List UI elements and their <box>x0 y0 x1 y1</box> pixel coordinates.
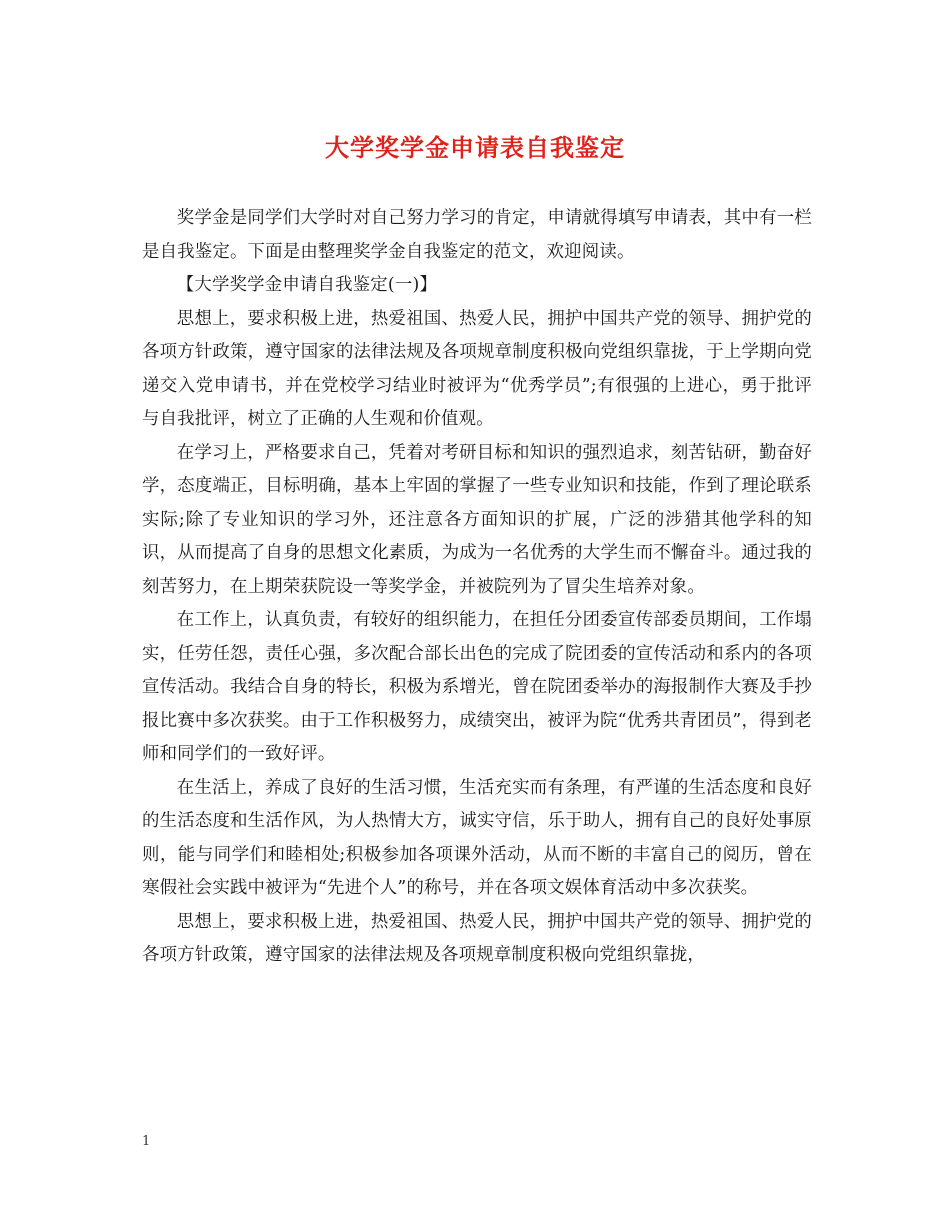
paragraph-intro: 奖学金是同学们大学时对自己努力学习的肯定，申请就得填写申请表，其中有一栏是自我鉴定。下面是由整理奖学金自我鉴定的范文，欢迎阅读。 <box>142 208 812 262</box>
paragraph-ideology: 思想上，要求积极上进，热爱祖国、热爱人民，拥护中国共产党的领导、拥护党的各项方针政策，遵守国家的法律法规及各项规章制度积极向党组织靠拢，于上学期向党递交入党申请书，并在党校学习结业时被评为“优秀学员”;有很强的上进心，勇于批评与自我批评，树立了正确的人生观和价值观。 <box>142 308 812 429</box>
page-number: 1 <box>142 1134 151 1149</box>
section-heading: 【大学奖学金申请自我鉴定(一)】 <box>176 275 438 295</box>
paragraph-life: 在生活上，养成了良好的生活习惯，生活充实而有条理，有严谨的生活态度和良好的生活态度和生活作风，为人热情大方，诚实守信，乐于助人，拥有自己的良好处事原则，能与同学们和睦相处;积极参加各项课外活动，从而不断的丰富自己的阅历，曾在寒假社会实践中被评为“先进个人”的称号，并在各项文娱体育活动中多次获奖。 <box>142 777 812 898</box>
document-title: 大学奖学金申请表自我鉴定 <box>325 133 625 162</box>
document-body <box>142 202 812 973</box>
paragraph-study: 在学习上，严格要求自己，凭着对考研目标和知识的强烈追求，刻苦钻研，勤奋好学，态度端正，目标明确，基本上牢固的掌握了一些专业知识和技能，作到了理论联系实际;除了专业知识的学习外，还注意各方面知识的扩展，广泛的涉猎其他学科的知识，从而提高了自身的思想文化素质，为成为一名优秀的大学生而不懈奋斗。通过我的刻苦努力，在上期荣获院设一等奖学金，并被院列为了冒尖生培养对象。 <box>142 442 812 597</box>
paragraph-work: 在工作上，认真负责，有较好的组织能力，在担任分团委宣传部委员期间，工作塌实，任劳任怨，责任心强，多次配合部长出色的完成了院团委的宣传活动和系内的各项宣传活动。我结合自身的特长，积极为系增光，曾在院团委举办的海报制作大赛及手抄报比赛中多次获奖。由于工作积极努力，成绩突出，被评为院“优秀共青团员”，得到老师和同学们的一致好评。 <box>142 610 812 764</box>
paragraph-ideology-repeat: 思想上，要求积极上进，热爱祖国、热爱人民，拥护中国共产党的领导、拥护党的各项方针政策，遵守国家的法律法规及各项规章制度积极向党组织靠拢， <box>142 911 812 965</box>
